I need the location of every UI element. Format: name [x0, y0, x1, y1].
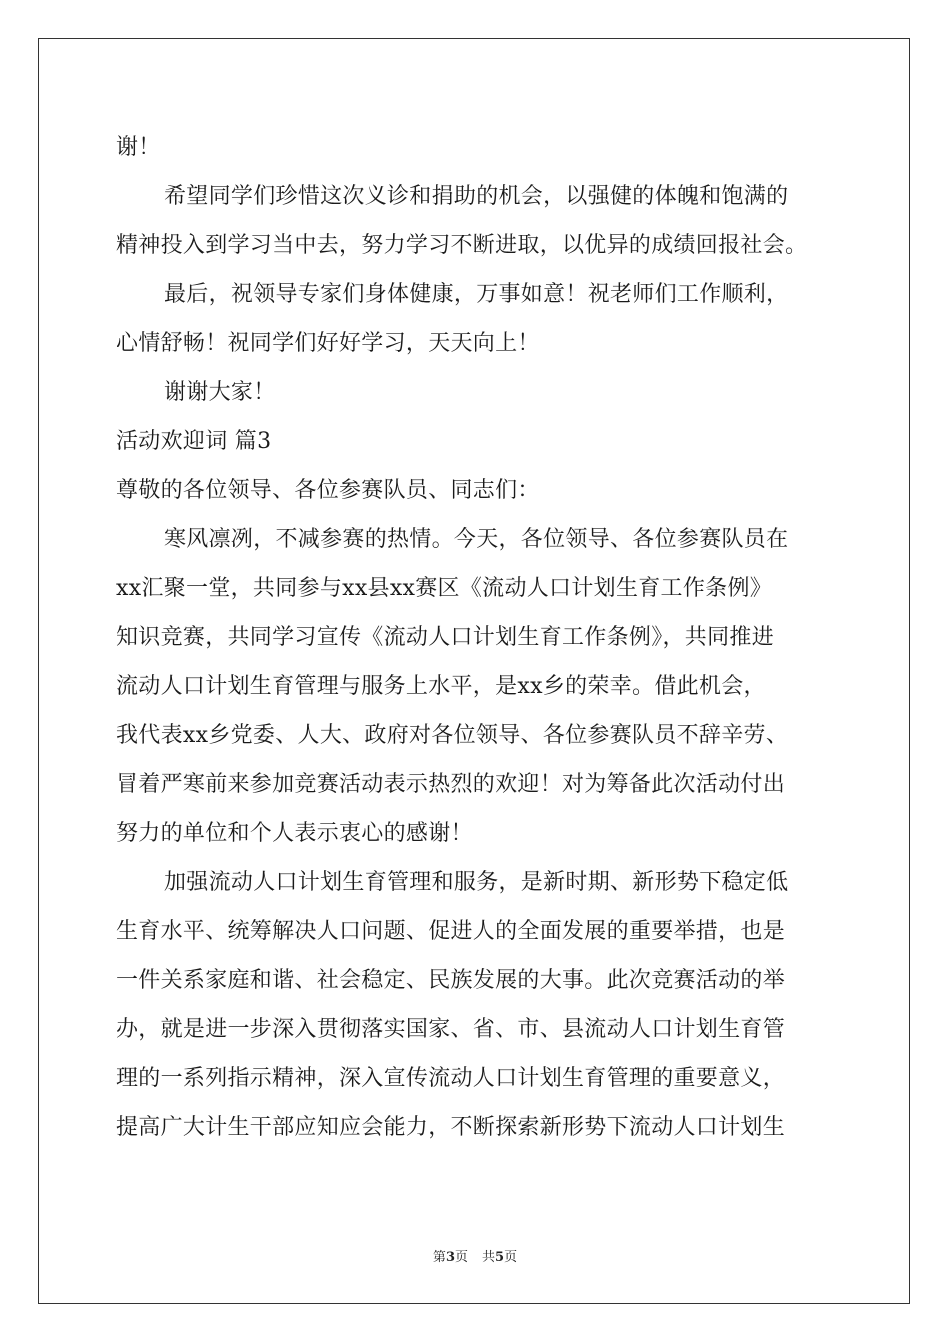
salutation: 尊敬的各位领导、各位参赛队员、同志们： [116, 478, 540, 503]
text-line: 提高广大计生干部应知应会能力，不断探索新形势下流动人口计划生 [116, 1115, 786, 1140]
section-heading: 活动欢迎词 篇3 [116, 429, 272, 454]
text-line: 流动人口计划生育管理与服务上水平，是xx乡的荣幸。借此机会， [116, 674, 766, 699]
text-line: 冒着严寒前来参加竞赛活动表示热烈的欢迎！对为筹备此次活动付出 [116, 772, 786, 797]
text-line: 努力的单位和个人表示衷心的感谢！ [116, 821, 473, 846]
total-pages-number: 5 [495, 1250, 505, 1265]
text-line: 精神投入到学习当中去，努力学习不断进取，以优异的成绩回报社会。 [116, 233, 808, 258]
text-line: 谢谢大家！ [164, 380, 276, 405]
text-line: 办，就是进一步深入贯彻落实国家、省、市、县流动人口计划生育管 [116, 1017, 786, 1042]
page-number-prefix: 第 [432, 1250, 446, 1265]
total-pages-prefix: 共 [482, 1250, 496, 1265]
text-line: 加强流动人口计划生育管理和服务，是新时期、新形势下稳定低 [164, 870, 789, 895]
page-footer [0, 1246, 950, 1265]
text-line: 谢！ [116, 135, 161, 160]
current-page-number: 3 [445, 1250, 455, 1265]
text-line: 知识竞赛，共同学习宣传《流动人口计划生育工作条例》，共同推进 [116, 625, 775, 650]
text-line: 生育水平、统筹解决人口问题、促进人的全面发展的重要举措，也是 [116, 919, 786, 944]
document-body [116, 128, 836, 1157]
text-line: 寒风凛冽，不减参赛的热情。今天，各位领导、各位参赛队员在 [164, 527, 789, 552]
text-line: xx汇聚一堂，共同参与xx县xx赛区《流动人口计划生育工作条例》 [116, 576, 773, 601]
page-unit: 页 [454, 1250, 468, 1265]
text-line: 希望同学们珍惜这次义诊和捐助的机会，以强健的体魄和饱满的 [164, 184, 789, 209]
total-pages-unit: 页 [504, 1250, 518, 1265]
text-line: 心情舒畅！祝同学们好好学习，天天向上！ [116, 331, 540, 356]
text-line: 我代表xx乡党委、人大、政府对各位领导、各位参赛队员不辞辛劳、 [116, 723, 789, 748]
text-line: 一件关系家庭和谐、社会稳定、民族发展的大事。此次竞赛活动的举 [116, 968, 786, 993]
text-line: 最后，祝领导专家们身体健康，万事如意！祝老师们工作顺利， [164, 282, 789, 307]
text-line: 理的一系列指示精神，深入宣传流动人口计划生育管理的重要意义， [116, 1066, 786, 1091]
